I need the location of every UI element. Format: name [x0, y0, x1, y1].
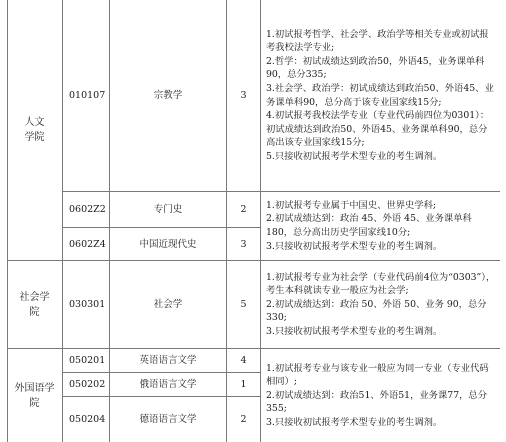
requirement-item: 1.初试报考专业与该专业一般应为同一专业（专业代码相同）;	[266, 362, 489, 388]
quota-cell	[227, 397, 261, 442]
major-code-cell	[63, 228, 110, 261]
major-name-cell	[110, 261, 227, 349]
requirement-item: 3.社会学、政治学：初试成绩达到政治50、外语45、业务课单科90，总分高于该专业国家线15分;	[266, 82, 494, 108]
major-code: 050201	[69, 355, 106, 366]
requirement-item: 1.初试报考哲学、社会学、政治学等相关专业或初试报考我校法学专业;	[266, 28, 489, 54]
quota-cell	[227, 261, 261, 349]
major-code: 010107	[69, 90, 106, 101]
major-code-cell	[63, 0, 110, 192]
major-code-cell	[63, 349, 110, 373]
table-left-border	[7, 0, 8, 442]
requirement-cell	[261, 0, 500, 192]
major-code-cell	[63, 261, 110, 349]
requirement-item: 5.只接收初试报考学术型专业的考生调剂。	[266, 150, 443, 162]
college-cell	[7, 0, 63, 261]
major-name: 中国近现代史	[139, 238, 197, 250]
requirement-list	[266, 199, 496, 253]
major-code-cell	[63, 373, 110, 397]
quota-cell	[227, 192, 261, 228]
quota: 3	[240, 238, 247, 250]
requirement-item: 3.只接收初试报考学术型专业的考生调剂。	[266, 416, 443, 428]
requirement-item: 2.哲学：初试成绩达到政治50，外语45，业务课单科90，总分335;	[266, 55, 485, 81]
major-code: 0602Z2	[69, 204, 106, 215]
major-code: 050204	[69, 414, 106, 425]
quota: 2	[240, 414, 247, 425]
requirement-item: 1.初试报考专业属于中国史、世界史学科;	[266, 199, 437, 211]
college-name: 外国语学 院	[14, 382, 55, 409]
major-name-cell	[110, 0, 227, 192]
quota: 1	[240, 379, 247, 390]
major-name-cell	[110, 349, 227, 373]
requirement-item: 3.只接收初试报考学术型专业的考生调剂。	[266, 240, 443, 252]
quota: 2	[240, 204, 247, 215]
major-name: 俄语语言文学	[139, 379, 197, 390]
quota-cell	[227, 0, 261, 192]
requirement-list	[266, 271, 496, 339]
major-name-cell	[110, 228, 227, 261]
college-name: 人文 学院	[24, 117, 45, 143]
college-cell	[7, 349, 63, 442]
college-cell	[7, 261, 63, 349]
major-code-cell	[63, 397, 110, 442]
quota-cell	[227, 349, 261, 373]
major-name-cell	[110, 397, 227, 442]
requirement-cell	[261, 349, 500, 442]
requirement-item: 1.初试报考专业为社会学（专业代码前4位为“0303”），考生本科就读专业一般应为社会学;	[266, 271, 496, 297]
major-code-cell	[63, 192, 110, 228]
major-name: 社会学	[153, 299, 183, 310]
quota: 5	[240, 299, 247, 310]
requirement-list	[266, 28, 496, 164]
quota: 4	[240, 355, 247, 366]
major-name-cell	[110, 192, 227, 228]
quota-cell	[227, 228, 261, 261]
major-name-cell	[110, 373, 227, 397]
major-name: 英语语言文学	[139, 355, 197, 366]
requirement-item: 4.初试报考我校法学专业（专业代码前四位为0301）：初试成绩达到政治50、外语45、业务课单科90，总分高出该专业国家线15分;	[266, 110, 490, 149]
requirement-item: 3.只接收初试报考学术型专业的考生调剂。	[266, 325, 443, 337]
major-name: 德语语言文学	[139, 414, 197, 425]
quota-cell	[227, 373, 261, 397]
requirement-item: 2.初试成绩达到：政治51、外语51，业务课77，总分355;	[266, 389, 488, 415]
major-code: 0602Z4	[69, 238, 106, 250]
major-name: 专门史	[153, 204, 183, 215]
major-name: 宗教学	[153, 90, 183, 101]
major-code: 030301	[69, 299, 106, 310]
adjustment-table	[7, 0, 500, 442]
major-code: 050202	[69, 379, 106, 390]
quota: 3	[240, 90, 247, 101]
requirement-list	[266, 362, 496, 430]
requirement-cell	[261, 261, 500, 349]
requirement-cell	[261, 192, 500, 261]
college-name: 社会学 院	[19, 291, 50, 318]
requirement-item: 2.初试成绩达到：政治 50、外语 50、业务 90，总分330;	[266, 298, 487, 324]
requirement-item: 2.初试成绩达到：政治 45、外语 45、业务课单科180，总分高出历史学国家线10分;	[266, 213, 472, 238]
